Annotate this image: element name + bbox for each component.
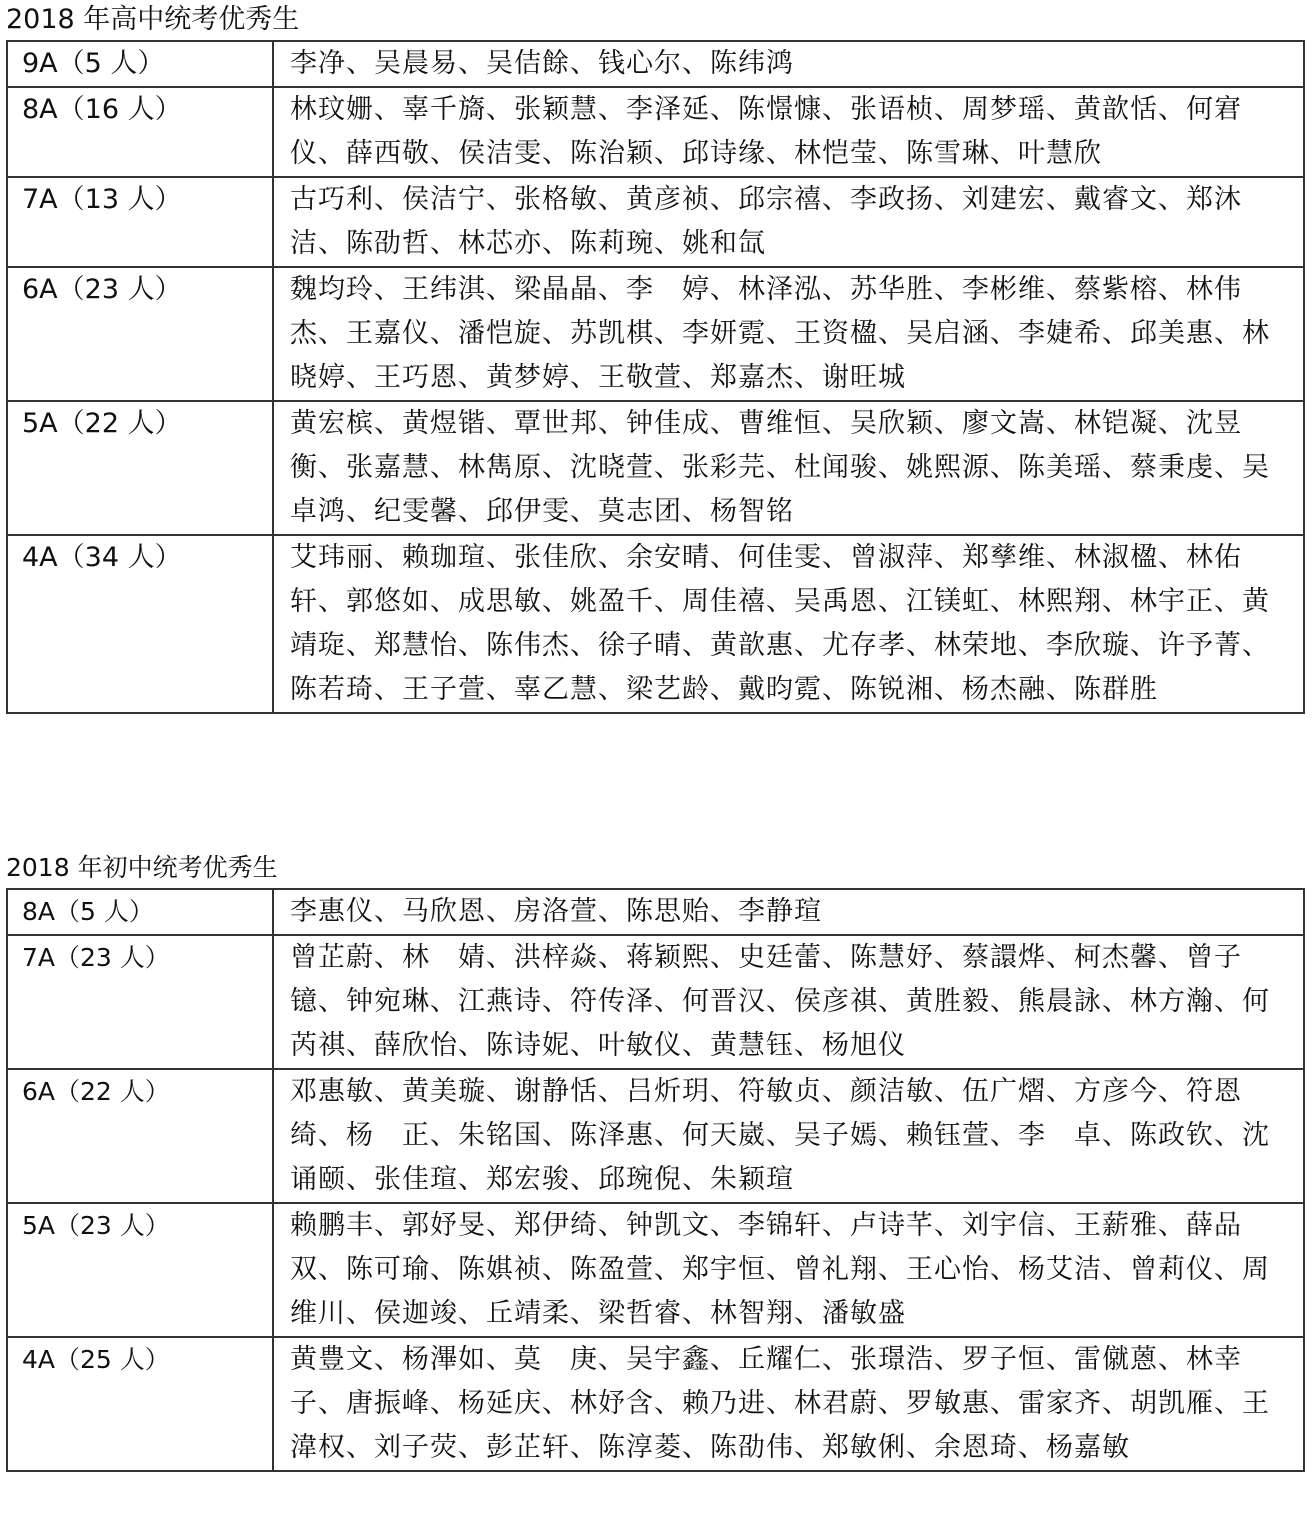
- grade-label: 9A（5 人）: [7, 41, 273, 87]
- junior-table: [6, 888, 1305, 1472]
- student-names: 赖鹏丰、郭妤旻、郑伊绮、钟凯文、李锦轩、卢诗芊、刘宇信、王薪雅、薛品双、陈可瑜、陈娸祯、陈盈萱、郑宇恒、曾礼翔、王心怡、杨艾洁、曾莉仪、周维川、侯迦竣、丘靖柔、梁哲睿、林智翔、潘敏盛: [273, 1203, 1304, 1337]
- junior-section: [6, 848, 1306, 1472]
- student-names: 黄豊文、杨滭如、莫 庚、吴宇鑫、丘耀仁、张璟浩、罗子恒、雷僦蒽、林幸子、唐振峰、杨延庆、林妤含、赖乃进、林君蔚、罗敏惠、雷家齐、胡凯雁、王湋权、刘子荧、彭芷轩、陈淳菱、陈劭伟、郑敏俐、余恩琦、杨嘉敏: [273, 1337, 1304, 1471]
- grade-label: 7A（13 人）: [7, 177, 273, 267]
- junior-title: 2018 年初中统考优秀生: [6, 853, 278, 882]
- grade-label: 7A（23 人）: [7, 935, 273, 1069]
- table-row: [7, 1069, 1304, 1203]
- grade-label: 6A（22 人）: [7, 1069, 273, 1203]
- table-row: [7, 87, 1304, 177]
- student-names: 黄宏槟、黄煜锴、覃世邦、钟佳成、曹维恒、吴欣颖、廖文嵩、林铠凝、沈昱衡、张嘉慧、林雋原、沈晓萱、张彩芫、杜闻骏、姚熙源、陈美瑶、蔡秉虔、吴卓鸿、纪雯馨、邱伊雯、莫志团、杨智铭: [273, 401, 1304, 535]
- student-names: 李净、吴晨易、吴佶餘、钱心尔、陈纬鸿: [273, 41, 1304, 87]
- grade-label: 6A（23 人）: [7, 267, 273, 401]
- table-row: [7, 935, 1304, 1069]
- table-row: [7, 1337, 1304, 1471]
- grade-label: 4A（25 人）: [7, 1337, 273, 1471]
- grade-label: 4A（34 人）: [7, 535, 273, 713]
- student-names: 曾芷蔚、林 婧、洪梓焱、蒋颖熙、史廷蕾、陈慧妤、蔡譞烨、柯杰馨、曾子镱、钟宛琳、江燕诗、符传泽、何晋汉、侯彦祺、黄胜毅、熊晨詠、林方瀚、何芮祺、薛欣怡、陈诗妮、叶敏仪、黄慧钰、杨旭仪: [273, 935, 1304, 1069]
- grade-label: 5A（22 人）: [7, 401, 273, 535]
- student-names: 艾玮丽、赖珈瑄、张佳欣、余安晴、何佳雯、曾淑萍、郑孳维、林淑楹、林佑轩、郭悠如、成思敏、姚盈千、周佳禧、吴禹恩、江镁虹、林熙翔、林宇正、黄靖琁、郑慧怡、陈伟杰、徐子晴、黄歆惠、尤存孝、林荣地、李欣璇、许予菁、陈若琦、王子萱、辜乙慧、梁艺龄、戴昀霓、陈锐湘、杨杰融、陈群胜: [273, 535, 1304, 713]
- table-row: [7, 535, 1304, 713]
- table-row: [7, 889, 1304, 935]
- student-names: 邓惠敏、黄美璇、谢静恬、吕炘玥、符敏贞、颜洁敏、伍广熠、方彦今、符恩绮、杨 正、朱铭国、陈泽惠、何天崴、吴子嫣、赖钰萱、李 卓、陈政钦、沈诵颐、张佳瑄、郑宏骏、邱琬倪、朱颖瑄: [273, 1069, 1304, 1203]
- grade-label: 5A（23 人）: [7, 1203, 273, 1337]
- student-names: 古巧利、侯洁宁、张格敏、黄彦祯、邱宗禧、李政扬、刘建宏、戴睿文、郑沐洁、陈劭哲、林芯亦、陈莉琬、姚和氙: [273, 177, 1304, 267]
- table-row: [7, 41, 1304, 87]
- table-row: [7, 401, 1304, 535]
- student-names: 林玟姗、辜千旖、张颖慧、李泽延、陈憬慷、张语桢、周梦瑶、黄歆恬、何宭仪、薛西敬、侯洁雯、陈治颖、邱诗缘、林恺莹、陈雪琳、叶慧欣: [273, 87, 1304, 177]
- table-row: [7, 267, 1304, 401]
- student-names: 李惠仪、马欣恩、房洛萱、陈思贻、李静瑄: [273, 889, 1304, 935]
- grade-label: 8A（16 人）: [7, 87, 273, 177]
- senior-title: 2018 年高中统考优秀生: [6, 4, 300, 35]
- student-names: 魏均玲、王纬淇、梁晶晶、李 婷、林泽泓、苏华胜、李彬维、蔡紫榕、林伟杰、王嘉仪、潘恺旋、苏凯棋、李妍霓、王资楹、吴启涵、李婕希、邱美惠、林晓婷、王巧恩、黄梦婷、王敬萱、郑嘉杰、谢旺城: [273, 267, 1304, 401]
- table-row: [7, 1203, 1304, 1337]
- grade-label: 8A（5 人）: [7, 889, 273, 935]
- senior-table: [6, 40, 1305, 714]
- senior-section: [6, 2, 1306, 714]
- table-row: [7, 177, 1304, 267]
